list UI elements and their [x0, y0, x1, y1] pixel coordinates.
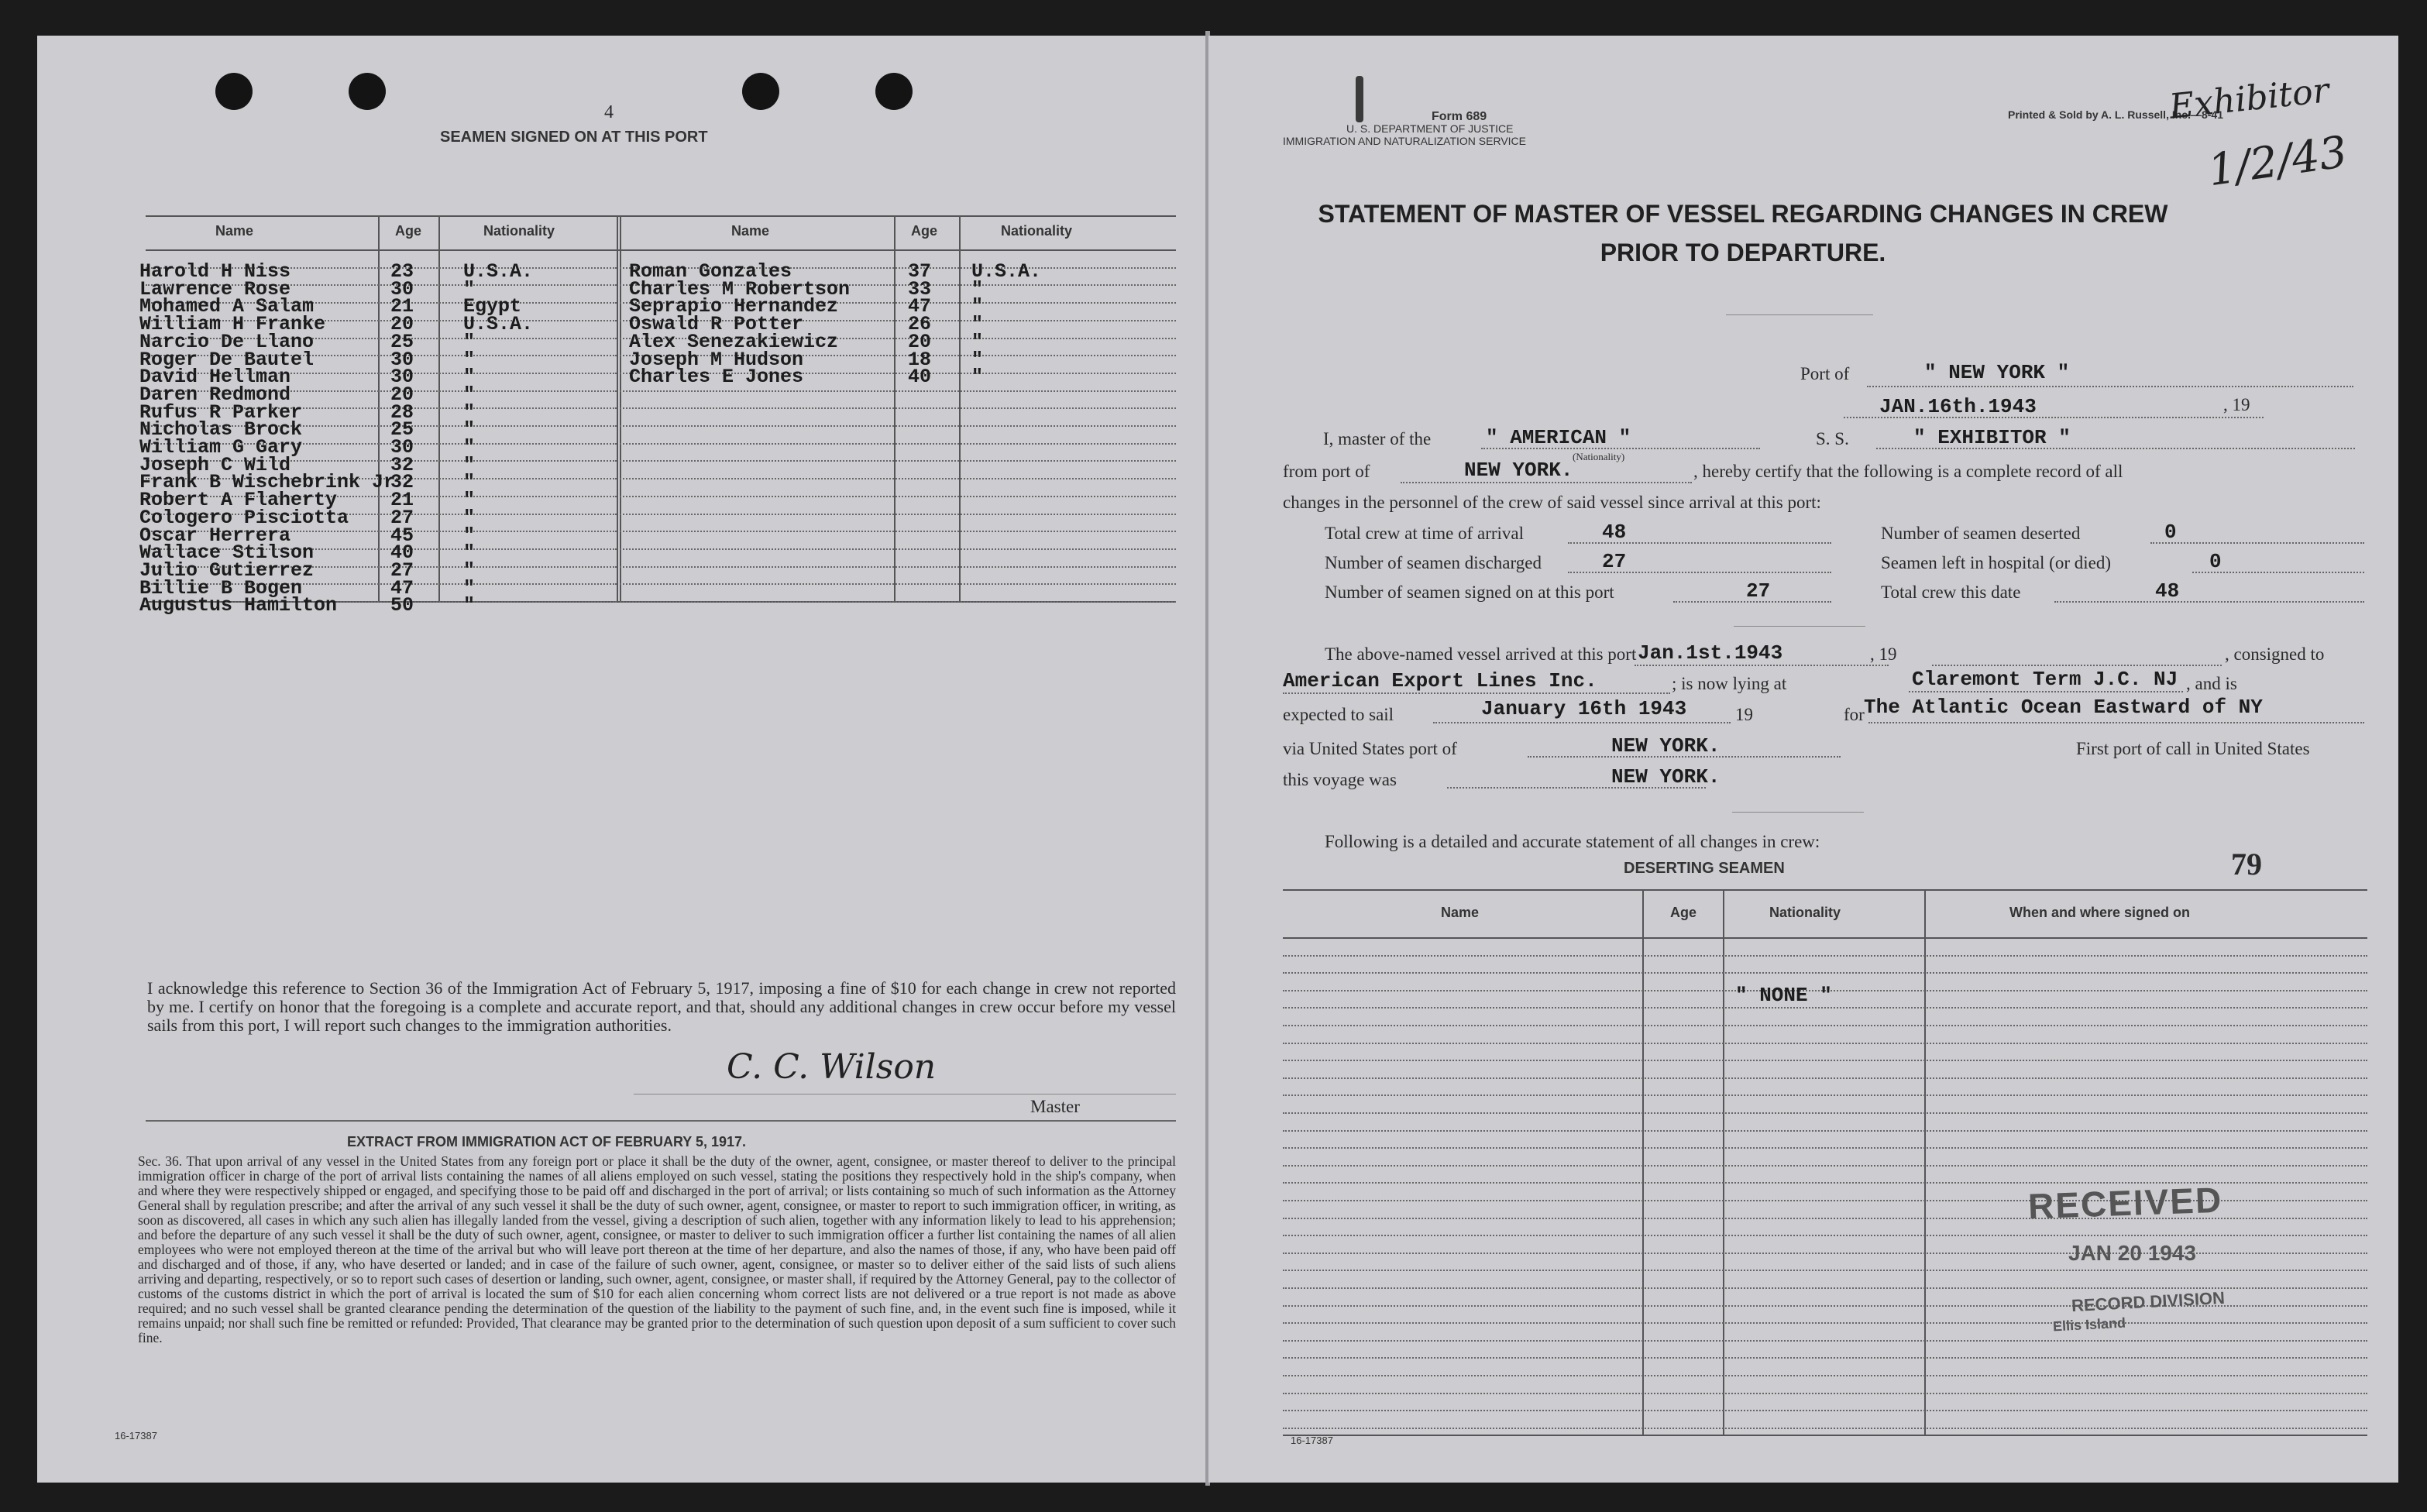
seaman-nationality: ": [463, 453, 476, 476]
seaman-name: Julio Gutierrez: [139, 558, 315, 582]
hospital-value: 0: [2209, 550, 2222, 573]
vessel-name: " EXHIBITOR ": [1913, 426, 2071, 449]
seaman-nationality: ": [971, 313, 984, 336]
seaman-age: 40: [390, 541, 414, 565]
seaman-name: William G Gary: [139, 436, 303, 459]
consigned-label: , consigned to: [2225, 644, 2325, 664]
nationality-caption: (Nationality): [1573, 451, 1625, 462]
seaman-nationality: ": [463, 366, 476, 389]
seaman-nationality: ": [463, 506, 476, 529]
deserted-value: 0: [2164, 521, 2177, 544]
service: IMMIGRATION AND NATURALIZATION SERVICE: [1283, 135, 1526, 147]
column-header: Name: [731, 223, 770, 239]
seaman-name: Oscar Herrera: [139, 524, 291, 547]
seaman-name: Frank B Wischebrink Jr: [139, 471, 396, 494]
total-arrival-label: Total crew at time of arrival: [1325, 524, 1525, 543]
and-is-label: , and is: [2186, 674, 2237, 693]
seaman-name: Billie B Bogen: [139, 576, 303, 600]
expected-value: January 16th 1943: [1481, 697, 1687, 720]
seaman-age: 27: [390, 506, 414, 529]
deserting-seamen-table: [1208, 36, 2398, 1483]
seaman-age: 32: [390, 471, 414, 494]
arrived-label: The above-named vessel arrived at this port: [1325, 644, 1637, 664]
port-value: " NEW YORK ": [1924, 361, 2070, 384]
column-header: Name: [1441, 905, 1480, 920]
footer-code: 16-17387: [115, 1430, 157, 1442]
certify-text: , hereby certify that the following is a complete record of all: [1693, 462, 2123, 481]
expected-label: expected to sail: [1283, 705, 1394, 724]
master-of-label: I, master of the: [1323, 429, 1432, 448]
changes-text: changes in the personnel of the crew of said vessel since arrival at this port:: [1283, 493, 1821, 512]
seaman-age: 40: [908, 366, 932, 389]
seamen-signed-on-table: [37, 36, 1207, 981]
seaman-age: 18: [908, 348, 932, 371]
seaman-age: 21: [390, 489, 414, 512]
seaman-age: 25: [390, 418, 414, 442]
seaman-age: 47: [390, 576, 414, 600]
seaman-name: Robert A Flaherty: [139, 489, 338, 512]
seaman-name: Narcio De Llano: [139, 330, 315, 353]
acknowledgment-text: I acknowledge this reference to Section 36 of the Immigration Act of February 5, 1917, imposing a fine of $10 for each change in crew not reported by me. I certify on honor that the foregoing is a complete and accurate report, and that, should any additional changes in crew occur before my vessel sails from this port, I will report such changes to the immigration authorities.: [147, 978, 1176, 1035]
seaman-name: Joseph M Hudson: [629, 348, 804, 371]
seaman-name: Charles E Jones: [629, 366, 804, 389]
seaman-age: 27: [390, 558, 414, 582]
column-header: When and where signed on: [2009, 905, 2191, 920]
handwritten-note: Exhibitor: [2167, 70, 2331, 127]
form-title-line2: PRIOR TO DEPARTURE.: [1600, 239, 1886, 266]
stamp-date: JAN 20 1943: [2068, 1241, 2197, 1265]
seaman-name: Augustus Hamilton: [139, 594, 338, 617]
seaman-name: Mohamed A Salam: [139, 295, 315, 318]
page-number: 4: [604, 102, 614, 122]
seaman-age: 50: [390, 594, 414, 617]
none-value: " NONE ": [1735, 984, 1832, 1007]
left-page: [37, 36, 1207, 1483]
discharged-label: Number of seamen discharged: [1325, 553, 1542, 572]
for-label: for: [1844, 705, 1865, 724]
seaman-nationality: ": [463, 277, 476, 301]
column-header: Age: [395, 223, 422, 239]
seaman-name: Alex Senezakiewicz: [629, 330, 839, 353]
seaman-nationality: ": [463, 576, 476, 600]
stamp-division: RECORD DIVISION: [2071, 1287, 2226, 1316]
seaman-nationality: ": [463, 330, 476, 353]
seaman-nationality: ": [463, 400, 476, 424]
seaman-name: Wallace Stilson: [139, 541, 315, 565]
seaman-nationality: ": [463, 524, 476, 547]
column-header: Nationality: [1769, 905, 1841, 920]
seaman-nationality: U.S.A.: [463, 313, 534, 336]
seaman-age: 33: [908, 277, 932, 301]
seaman-age: 20: [908, 330, 932, 353]
column-header: Age: [1670, 905, 1697, 920]
seaman-age: 45: [390, 524, 414, 547]
port-label: Port of: [1800, 364, 1850, 383]
seaman-age: 30: [390, 436, 414, 459]
seaman-age: 28: [390, 400, 414, 424]
seaman-age: 47: [908, 295, 932, 318]
seaman-nationality: U.S.A.: [971, 260, 1042, 283]
seaman-nationality: ": [971, 330, 984, 353]
master-label: Master: [1030, 1097, 1080, 1116]
seaman-age: 20: [390, 383, 414, 406]
seaman-age: 30: [390, 277, 414, 301]
seaman-nationality: Egypt: [463, 295, 522, 318]
seaman-name: Lawrence Rose: [139, 277, 291, 301]
seaman-nationality: ": [971, 277, 984, 301]
seaman-age: 25: [390, 330, 414, 353]
deserted-label: Number of seamen deserted: [1881, 524, 2081, 543]
seaman-nationality: ": [971, 295, 984, 318]
signed-on-value: 27: [1746, 579, 1771, 603]
signed-on-label: Number of seamen signed on at this port: [1325, 582, 1614, 602]
handwritten-date: 1/2/43: [2205, 126, 2350, 197]
arrived-suffix: , 19: [1870, 644, 1897, 664]
seaman-age: 30: [390, 348, 414, 371]
deserting-title: DESERTING SEAMEN: [1624, 860, 1785, 877]
seaman-age: 30: [390, 366, 414, 389]
via-value: NEW YORK.: [1611, 734, 1721, 758]
seaman-age: 32: [390, 453, 414, 476]
consignee-value: American Export Lines Inc.: [1283, 669, 1597, 692]
seaman-age: 23: [390, 260, 414, 283]
seaman-name: Cologero Pisciotta: [139, 506, 349, 529]
seaman-nationality: ": [971, 366, 984, 389]
hospital-label: Seamen left in hospital (or died): [1881, 553, 2112, 572]
column-header: Age: [911, 223, 938, 239]
page-no: 79: [2231, 847, 2262, 881]
seaman-nationality: ": [463, 489, 476, 512]
via-label: via United States port of: [1283, 739, 1457, 758]
seaman-name: William H Franke: [139, 313, 326, 336]
voyage-value: NEW YORK.: [1611, 765, 1721, 789]
date-value: JAN.16th.1943: [1879, 395, 2037, 418]
first-port-label: First port of call in United States: [2076, 739, 2310, 758]
lying-value: Claremont Term J.C. NJ: [1912, 668, 2178, 691]
seaman-name: Roger De Bautel: [139, 348, 315, 371]
seaman-nationality: ": [463, 436, 476, 459]
total-date-value: 48: [2155, 579, 2180, 603]
seaman-nationality: U.S.A.: [463, 260, 534, 283]
seaman-name: Daren Redmond: [139, 383, 291, 406]
seaman-name: Joseph C Wild: [139, 453, 291, 476]
seaman-nationality: ": [463, 418, 476, 442]
footer-code: 16-17387: [1291, 1435, 1333, 1446]
seaman-age: 20: [390, 313, 414, 336]
seaman-age: 37: [908, 260, 932, 283]
ss-label: S. S.: [1816, 429, 1849, 448]
seaman-name: Nicholas Brock: [139, 418, 303, 442]
arrived-value: Jan.1st.1943: [1638, 641, 1783, 665]
seaman-name: Oswald R Potter: [629, 313, 804, 336]
seaman-name: Rufus R Parker: [139, 400, 303, 424]
seaman-name: Harold H Niss: [139, 260, 291, 283]
column-header: Nationality: [483, 223, 555, 239]
seaman-age: 21: [390, 295, 414, 318]
master-signature: C. C. Wilson: [727, 1047, 937, 1087]
seaman-nationality: ": [463, 594, 476, 617]
received-stamp: RECEIVED: [2027, 1179, 2224, 1227]
seaman-nationality: ": [463, 471, 476, 494]
seaman-age: 26: [908, 313, 932, 336]
form-number: Form 689: [1432, 110, 1487, 123]
column-header: Nationality: [1001, 223, 1073, 239]
department: U. S. DEPARTMENT OF JUSTICE: [1346, 122, 1514, 135]
seaman-nationality: ": [463, 348, 476, 371]
discharged-value: 27: [1602, 550, 1627, 573]
lying-label: ; is now lying at: [1672, 674, 1787, 693]
seaman-nationality: ": [463, 558, 476, 582]
expected-suffix: 19: [1735, 705, 1753, 724]
section-title: SEAMEN SIGNED ON AT THIS PORT: [440, 129, 708, 146]
voyage-label: this voyage was: [1283, 770, 1397, 789]
following-text: Following is a detailed and accurate statement of all changes in crew:: [1325, 832, 1820, 851]
form-title-line1: STATEMENT OF MASTER OF VESSEL REGARDING CHANGES IN CREW: [1318, 200, 2168, 228]
nationality-value: " AMERICAN ": [1486, 426, 1631, 449]
from-port-label: from port of: [1283, 462, 1370, 481]
seaman-name: Charles M Robertson: [629, 277, 851, 301]
seaman-name: Seprapio Hernandez: [629, 295, 839, 318]
total-date-label: Total crew this date: [1881, 582, 2021, 602]
total-arrival-value: 48: [1602, 521, 1627, 544]
seaman-nationality: ": [463, 541, 476, 565]
column-header: Name: [215, 223, 254, 239]
seaman-nationality: ": [463, 383, 476, 406]
seaman-name: Roman Gonzales: [629, 260, 792, 283]
right-page: [1208, 36, 2398, 1483]
printer-line: Printed & Sold by A. L. Russell, Inc.—8-41: [2008, 108, 2223, 121]
destination-value: The Atlantic Ocean Eastward of NY: [1864, 696, 2263, 719]
extract-text: Sec. 36. That upon arrival of any vessel in the United States from any foreign port or place it shall be the duty of the owner, agent, consignee, or master thereof to deliver to the principal immigration officer in charge of the port of arrival lists containing the names of all aliens employed on such vessel, stating the positions they respectively hold in the ship's company, when and where they were respectively shipped or engaged, and specifying those to be paid off and discharged in the port of arrival; or lists containing so much of such information as the Attorney General shall by regulation prescribe; and after the arrival of any such vessel it shall be the duty of such owner, agent, consignee, or master to report to such immigration officer, in writing, as soon as discovered, all cases in which any such alien has illegally landed from the vessel, giving a description of such alien, together with any information likely to lead to his apprehension; and before the departure of any such vessel it shall be the duty of such owner, agent, consignee, or master to deliver to such immigration officer a further list containing the names of all alien employees who were not employed thereon at the time of the arrival but who will leave port thereon at the time of her departure, and also the names of those, if any, who have been paid off and discharged and of those, if any, who have deserted or landed; and in case of the failure of such owner, agent, consignee, or master so to deliver either of the said lists of such aliens arriving and departing, respectively, or so to report such cases of desertion or landing, such owner, agent, consignee, or master shall, if required by the Attorney General, pay to the collector of customs of the customs district in which the port of arrival is located the sum of $10 for each alien concerning whom correct lists are not delivered or a true report is not made as above required; and no such vessel shall be granted clearance pending the determination of the question of the liability to the payment of such fine, and, in the event such fine is imposed, while it remains unpaid; nor shall such fine be remitted or refunded: Provided, That clearance may be granted prior to the determination of such question upon deposit of a sum sufficient to cover such fine.: [138, 1153, 1176, 1345]
extract-title: EXTRACT FROM IMMIGRATION ACT OF FEBRUARY 5, 1917.: [347, 1134, 747, 1149]
from-port-value: NEW YORK.: [1464, 459, 1573, 482]
seaman-nationality: ": [971, 348, 984, 371]
seaman-name: David Hellman: [139, 366, 291, 389]
stamp-place: Ellis Island: [2052, 1314, 2126, 1335]
date-suffix: , 19: [2223, 395, 2250, 414]
